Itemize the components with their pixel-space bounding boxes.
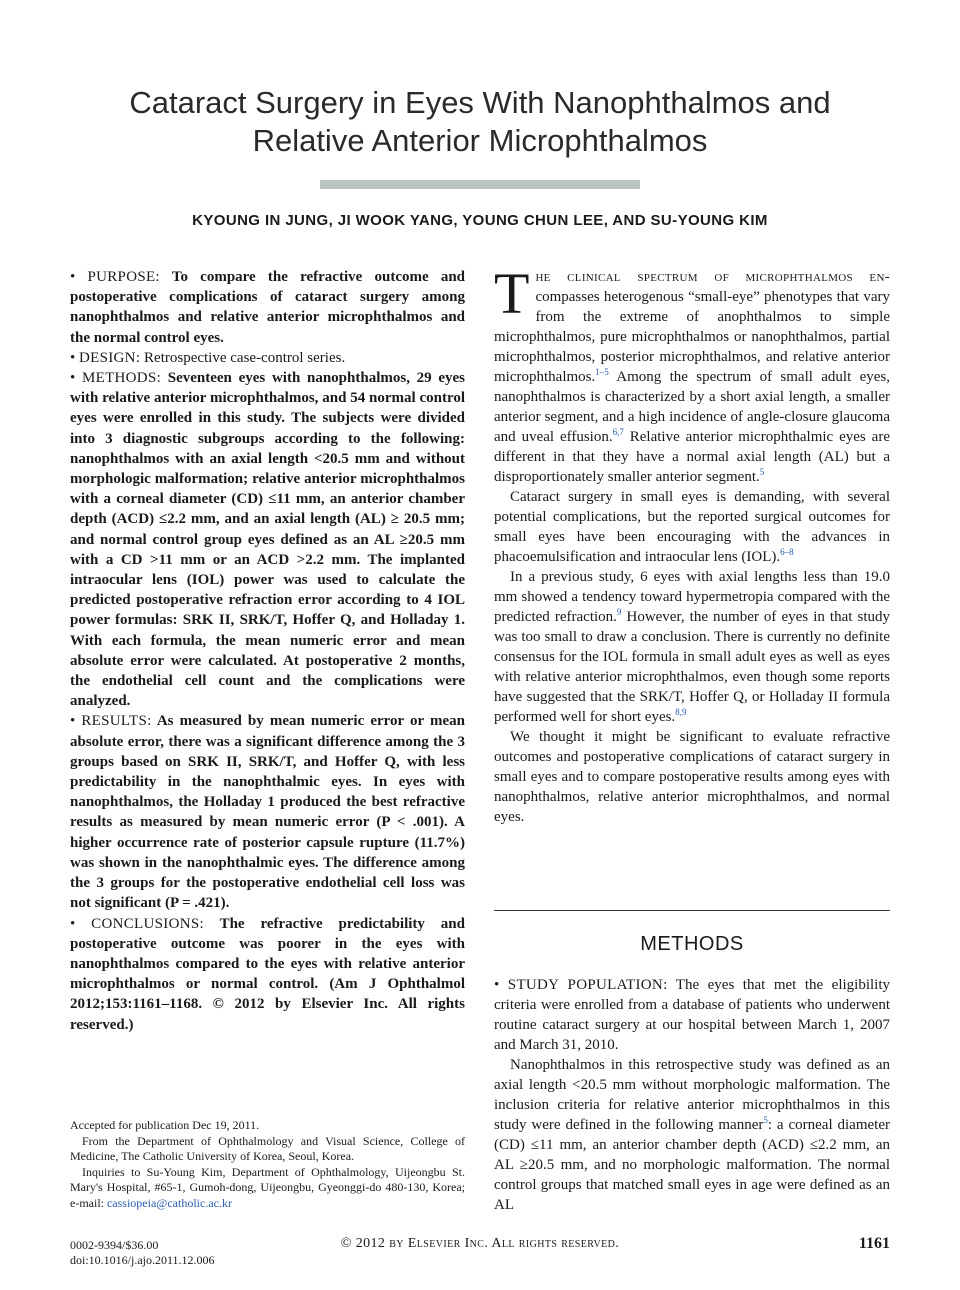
abstract	[70, 267, 465, 1035]
study-population-text: The eyes that met the eligibility criteria were enrolled from a database of patients who underwent routine cataract surgery at our hospital between March 1, 2007 and March 31, 2010.	[494, 977, 891, 1053]
intro-p1-a: compasses heterogenous “small-eye” phenotypes that vary from the extreme of anophthalmos to simple microphthalmos, pure microphthalmos or nanophthalmos, partial microphthalmos, posterior microphthalmos, and relative anterior microphthalmos.	[494, 289, 890, 385]
purpose-label: PURPOSE:	[87, 269, 160, 285]
drop-cap: T	[494, 261, 530, 326]
title-line-1: Cataract Surgery in Eyes With Nanophthalmos and	[129, 85, 831, 120]
intro-paragraph-4: We thought it might be significant to evaluate refractive outcomes and postoperative complications of cataract surgery in small eyes and to compare postoperative results among eyes with nanophthalmos, relative anterior microphthalmos, and normal eyes.	[494, 729, 890, 825]
methods-text: Seventeen eyes with nanophthalmos, 29 eyes with relative anterior microphthalmos, and 54 normal control eyes were enrolled in this study. The subjects were divided into 3 diagnostic subgroups according to the following: nanophthalmos with an axial length <20.5 mm and without morphologic malformation; relative anterior microphthalmos with a corneal diameter (CD) ≤11 mm, an anterior chamber depth (ACD) ≤2.2 mm, and an axial length (AL) ≥ 20.5 mm; and normal control group eyes defined as an AL ≥20.5 mm with a CD >11 mm or an ACD >2.2 mm. The implanted intraocular lens (IOL) power was used to calculate the predicted postoperative refraction error according to 4 IOL power formulas: SRK II, SRK/T, Hoffer Q, and Holladay 1. With each formula, the mean numeric error and mean absolute error were calculated. At postoperative 2 months, the endothelial cell count and the complications were analyzed.	[70, 370, 465, 710]
citation: (Am J Ophthalmol 2012;153:1161–1168. © 2012 by Elsevier Inc. All rights reserved.)	[70, 976, 466, 1033]
abstract-methods	[70, 368, 465, 711]
methods-p2-a: Nanophthalmos in this retrospective study was defined as an axial length <20.5 mm without morphologic malformation. The inclusion criteria for relative anterior microphthalmos in this study were defined in the following manner	[494, 1057, 890, 1133]
study-population-label: STUDY POPULATION:	[507, 977, 668, 993]
footer-identifiers	[70, 1238, 215, 1268]
methods-paragraph-2	[494, 1055, 890, 1215]
reference-link[interactable]: 6–8	[780, 547, 794, 557]
introduction	[494, 261, 890, 827]
inquiries-note	[70, 1165, 465, 1212]
authors: KYOUNG IN JUNG, JI WOOK YANG, YOUNG CHUN LEE, AND SU-YOUNG KIM	[192, 212, 768, 229]
abstract-design	[70, 348, 465, 368]
bullet-icon: •	[494, 977, 500, 993]
section-divider	[494, 910, 890, 911]
page-number: 1161	[858, 1235, 890, 1252]
abstract-conclusions	[70, 914, 465, 1035]
intro-paragraph-3	[494, 567, 890, 727]
bullet-icon: •	[70, 370, 76, 387]
affiliation-note: From the Department of Ophthalmology and Visual Science, College of Medicine, The Catholic University of Korea, Seoul, Korea.	[70, 1133, 465, 1163]
intro-paragraph-2	[494, 487, 890, 567]
methods-p2-b: : a corneal diameter (CD) ≤11 mm, an anterior chamber depth (ACD) ≤2.2 mm, an AL ≥20.5 mm, and no morphologic malformation. The normal control groups that matched small eyes in age were defined as an AL	[494, 1117, 890, 1213]
intro-p1-c: Relative anterior microphthalmic eyes are different in that they have a normal axial length (AL) but a disproportionately smaller anterior segment.	[494, 429, 890, 485]
intro-p3-a: In a previous study, 6 eyes with axial lengths less than 19.0 mm showed a tendency toward hypermetropia compared with the predicted refraction.	[494, 569, 890, 625]
reference-link[interactable]: 6,7	[612, 427, 624, 437]
study-population-paragraph	[494, 975, 890, 1055]
article-title	[60, 84, 900, 160]
accepted-note: Accepted for publication Dec 19, 2011.	[70, 1118, 260, 1132]
intro-p3-b: However, the number of eyes in that study was too small to draw a conclusion. There is currently no definite consensus for the IOL formula in small adult eyes as well as eyes with relative anterior microphthalmos, even though some reports have suggested that the SRK/T, Hoffer Q, or Holladay II formula performed well for short eyes.	[494, 609, 890, 725]
purpose-text: To compare the refractive outcome and postoperative complications of cataract surgery among nanophthalmos and relative anterior microphthalmos and the normal control eyes.	[70, 269, 466, 346]
bullet-icon: •	[70, 349, 76, 366]
footer-copyright: © 2012 by Elsevier Inc. All rights reserved.	[340, 1236, 620, 1251]
title-line-2: Relative Anterior Microphthalmos	[252, 123, 708, 158]
intro-smallcaps: he clinical spectrum of microphthalmos en-	[535, 269, 890, 285]
results-label: RESULTS:	[81, 713, 152, 730]
design-label: DESIGN:	[79, 349, 141, 366]
email-link[interactable]: cassiopeia@catholic.ac.kr	[106, 1195, 232, 1210]
intro-p2-a: Cataract surgery in small eyes is demanding, with several potential complications, but the reported surgical outcomes for small eyes have been encouraging with the advances in phacoemulsification and intraocular lens (IOL).	[494, 489, 890, 565]
footnotes	[70, 1118, 465, 1211]
methods-label: METHODS:	[81, 370, 162, 387]
bullet-icon: •	[70, 713, 76, 730]
results-text: As measured by mean numeric error or mean absolute error, there was a significant difference among the 3 groups based on SRK II, SRK/T, and Hoffer Q, with less predictability in the nanophthalmic eyes. In eyes with nanophthalmos, the Holladay 1 produced the best refractive results as measured by mean numeric error (P < .001). A higher occurrence rate of posterior capsule rupture (11.7%) was shown in the nanophthalmic eyes. The difference among the 3 groups for the postoperative endothelial cell loss was not significant (P = .421).	[70, 713, 465, 912]
methods-section	[494, 975, 890, 1215]
bullet-icon: •	[70, 915, 76, 932]
design-text: Retrospective case-control series.	[144, 349, 346, 366]
reference-link[interactable]: 8,9	[675, 707, 687, 717]
methods-heading: METHODS	[640, 933, 744, 955]
bullet-icon: •	[70, 269, 76, 285]
abstract-purpose	[70, 267, 465, 348]
conclusions-text: The refractive predictability and postoperative outcome was poorer in the eyes with nanophthalmos compared to the eyes with relative anterior microphthalmos or normal control.	[70, 915, 465, 993]
abstract-results	[70, 711, 465, 913]
reference-link[interactable]: 9	[616, 607, 622, 617]
doi: doi:10.1016/j.ajo.2011.12.006	[70, 1253, 215, 1267]
issn: 0002-9394/$36.00	[70, 1238, 159, 1252]
reference-link[interactable]: 1–5	[595, 367, 609, 377]
inquiries-text: Inquiries to Su-Young Kim, Department of Ophthalmology, Uijeongbu St. Mary's Hospital, #65-1, Gumoh-dong, Uijeongbu, Gyeonggi-do 480-130, Korea; e-mail:	[70, 1164, 465, 1210]
reference-link[interactable]: 5	[759, 467, 765, 477]
title-divider	[320, 180, 640, 189]
intro-paragraph-1	[494, 261, 890, 487]
intro-p1-b: Among the spectrum of small adult eyes, nanophthalmos is characterized by a short axial length, a smaller anterior segment, and a high incidence of angle-closure glaucoma and uveal effusion.	[494, 369, 890, 445]
conclusions-label: CONCLUSIONS:	[91, 915, 204, 932]
reference-link[interactable]: 5	[763, 1115, 768, 1125]
